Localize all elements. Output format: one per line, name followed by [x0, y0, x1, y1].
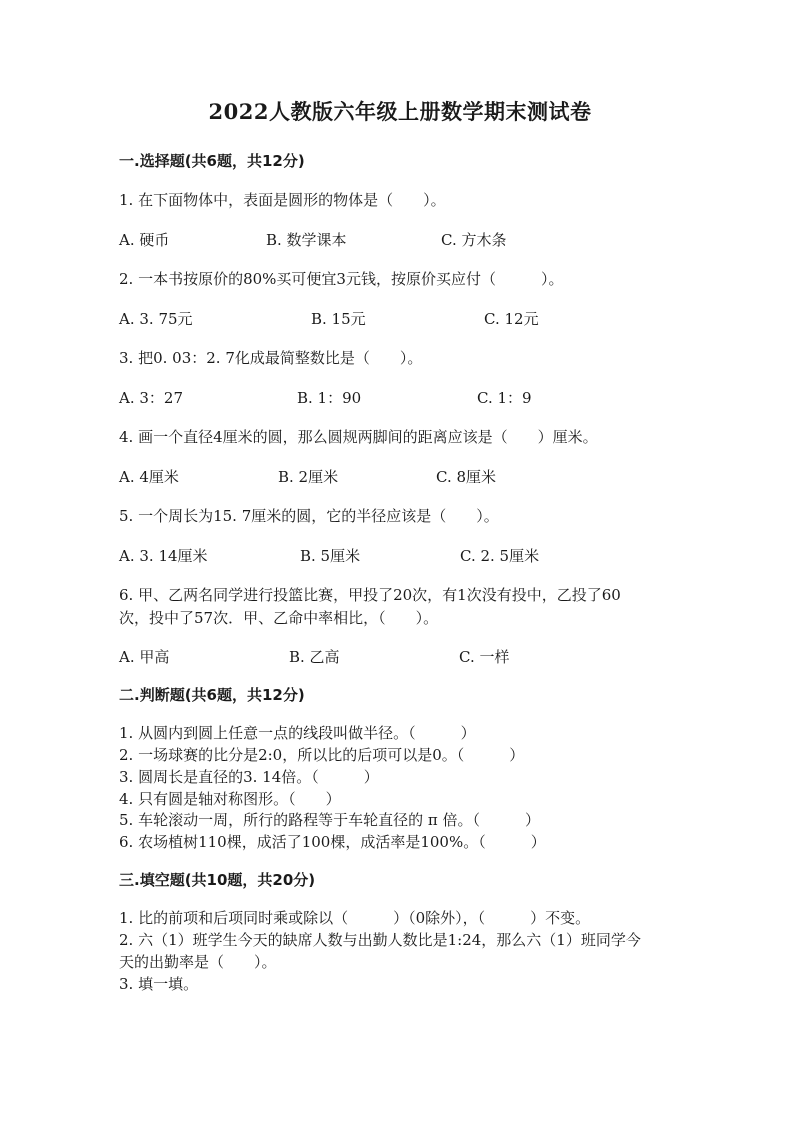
option-a: A. 硬币	[119, 231, 170, 249]
option-b: B. 5厘米	[300, 547, 361, 565]
page-title: 2022人教版六年级上册数学期末测试卷	[208, 99, 592, 124]
fill-blank-item: 1. 比的前项和后项同时乘或除以（ ）（0除外），（ ）不变。	[119, 909, 591, 927]
option-c: C. 2. 5厘米	[460, 547, 540, 565]
question-text: 2. 一本书按原价的80%买可便宜3元钱，按原价买应付（ ）。	[119, 270, 564, 288]
option-a: A. 3. 75元	[119, 310, 193, 328]
question-text: 3. 把0. 03：2. 7化成最简整数比是（ ）。	[119, 349, 423, 367]
option-a: A. 甲高	[119, 648, 170, 666]
judgement-item: 1. 从圆内到圆上任意一点的线段叫做半径。（ ）	[119, 724, 476, 742]
option-c: C. 12元	[484, 310, 539, 328]
option-b: B. 数学课本	[266, 231, 347, 249]
fill-blank-item: 3. 填一填。	[119, 975, 199, 993]
judgement-item: 5. 车轮滚动一周，所行的路程等于车轮直径的 π 倍。（ ）	[119, 811, 540, 829]
section-heading-choice: 一.选择题(共6题，共12分)	[119, 152, 305, 170]
fill-blank-item: 2. 六（1）班学生今天的缺席人数与出勤人数比是1:24，那么六（1）班同学今	[119, 931, 641, 949]
option-b: B. 2厘米	[278, 468, 339, 486]
option-c: C. 一样	[459, 648, 510, 666]
option-c: C. 1：9	[477, 389, 532, 407]
section-heading-judgement: 二.判断题(共6题，共12分)	[119, 686, 305, 704]
option-c: C. 方木条	[441, 231, 507, 249]
option-b: B. 15元	[311, 310, 366, 328]
option-c: C. 8厘米	[436, 468, 497, 486]
judgement-item: 3. 圆周长是直径的3. 14倍。（ ）	[119, 768, 379, 786]
option-b: B. 乙高	[289, 648, 340, 666]
question-text: 1. 在下面物体中，表面是圆形的物体是（ ）。	[119, 191, 446, 209]
judgement-item: 6. 农场植树110棵，成活了100棵，成活率是100%。（ ）	[119, 833, 546, 851]
judgement-item: 4. 只有圆是轴对称图形。（ ）	[119, 790, 341, 808]
question-text: 5. 一个周长为15. 7厘米的圆，它的半径应该是（ ）。	[119, 507, 499, 525]
option-a: A. 3. 14厘米	[119, 547, 208, 565]
question-text-line2: 次，投中了57次．甲、乙命中率相比，（ ）。	[119, 609, 439, 627]
section-heading-fill-blank: 三.填空题(共10题，共20分)	[119, 871, 316, 889]
option-b: B. 1：90	[297, 389, 362, 407]
fill-blank-item-continued: 天的出勤率是（ ）。	[119, 953, 277, 971]
question-text: 4. 画一个直径4厘米的圆，那么圆规两脚间的距离应该是（ ）厘米。	[119, 428, 598, 446]
option-a: A. 4厘米	[119, 468, 179, 486]
question-text-line1: 6. 甲、乙两名同学进行投篮比赛，甲投了20次，有1次没有投中，乙投了60	[119, 586, 621, 604]
option-a: A. 3：27	[119, 389, 183, 407]
judgement-item: 2. 一场球赛的比分是2:0，所以比的后项可以是0。（ ）	[119, 746, 525, 764]
